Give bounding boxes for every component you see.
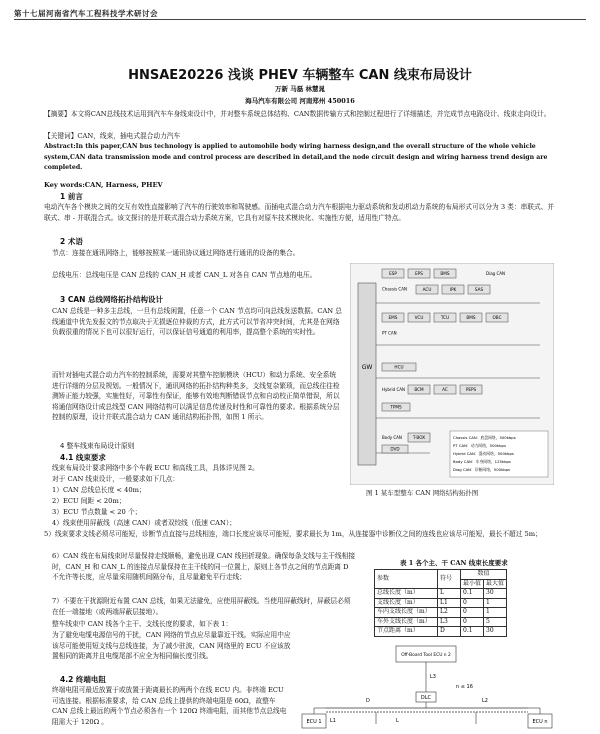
requirement-3: 3）ECU 节点数量 < 20 个； — [52, 508, 142, 516]
ecu-module-label: T-BOX — [412, 435, 426, 440]
section-4-1-paragraph-2: 整车线束中 CAN 线各个主干、支线长度的要求，如下表 1： — [52, 620, 233, 628]
authors: 万新 马磊 林慧晁 — [274, 85, 326, 93]
section-4-2-paragraph: 终端电阻可最近放置于或放置于距离最长的两两个在线 ECU 内。非终端 ECU 可选连接。根据标准要求，给 CAN 总线上提供的终端电阻是 60Ω，故整车 CAN 总线上最远的两个节点必须各有一个 120Ω 终端电阻，而其他节点总线电阻需大于 120Ω 。 — [52, 686, 287, 726]
table-row: 车内支线长度（m） L2 0 1 — [375, 608, 507, 618]
section-3-paragraph-2: 而针对插电式混合动力汽车的控制系统，需要对其整车控制模块（HCU）和动力系统、安全系统进行详细的分层及规划。一般情况下，通讯网络的拓扑结构种类多，支线复杂繁琐，而总线往往检测矫正能力较强，实施性好，可靠性有保证，能够有效地判断错误节点和自动校正简单错误，所以将通信网络设计成总线型 CAN 网络结构可以满足信息传递及时性和可靠性的要求。根据系统分层控制的原理，设计并联式混合动力 CAN 通讯结构拓扑图，如图 1 所示。 — [52, 371, 340, 422]
bus-name-label: Body CAN — [382, 435, 402, 440]
table-header-symbol: 符号 — [438, 570, 461, 589]
table-row: 支线长度（m） L1 0 1 — [375, 598, 507, 608]
ecu-module-label: AC — [442, 387, 448, 392]
node-distance-label: D — [366, 698, 370, 704]
ecu-module-label: HCU — [394, 364, 404, 370]
ecu-1-label: ECU 1 — [306, 719, 322, 725]
bus-name-label: Hybrid CAN — [382, 387, 406, 392]
abstract-en: Abstract:In this paper,CAN bus technology is applied to automobile body wiring harness design,and the overall structure of the whole vehicle system,CAN data transmission mode and control process are described in detail,and the node circuit design and wiring harness trend design are completed. — [44, 143, 548, 171]
ecu-module-label: TCU — [440, 315, 450, 320]
table-header-value: 数值 — [461, 570, 507, 580]
requirement-7: 7）不要在干扰源附近布置 CAN 总线，如果无法避免，应使用屏蔽线。当使用屏蔽线时，屏蔽层必须在任一端接地（或两端屏蔽层接地）。 — [52, 597, 351, 616]
legend-entry: Diag CAN：诊断网络，500kbps — [453, 467, 511, 472]
requirement-6: 6）CAN 线在布局线束时尽量保持走线顺畅，避免出现 CAN 线回折现象。确保每条支线与主干线相接时，CAN_H 和 CAN_L 的连接点尽量保持在主干线的同一位置上，原则上各节点之间的节点距离 D 不允许等长度，应尽量采用随机间隔分布，且尽量避免平行走线； — [52, 552, 356, 582]
legend-entry: PT CAN：动力网络，500kbps — [453, 443, 506, 448]
section-2-paragraph-2: 总线电压：总线电压是 CAN 总线的 CAN_H 或者 CAN_L 对各自 CAN 节点地的电压。 — [52, 271, 317, 279]
section-2-paragraph-1: 节点：连接在通讯网络上，能够按照某一通讯协议通过网络进行通讯的设备的集合。 — [52, 249, 300, 257]
can-length-table — [374, 569, 507, 637]
offboard-tool-label: Off-Board Tool ECU n 2 — [401, 653, 451, 658]
ecu-module-label: DVD — [390, 446, 400, 452]
ecu-module-label: VCU — [414, 315, 424, 320]
requirement-4: 4）线束使用屏蔽线（高速 CAN）或者双绞线（低速 CAN）； — [52, 519, 236, 527]
requirement-2: 2）ECU 间距 < 20m； — [52, 497, 126, 505]
bus-name-label: Chassis CAN — [382, 286, 407, 292]
table-subheader-max: 最大值 — [484, 579, 507, 589]
bus-name-label: PT CAN — [382, 330, 397, 336]
figure-1-caption: 图 1 某车型整车 CAN 网络结构拓扑图 — [366, 489, 479, 497]
abstract-cn: 【摘要】本文将CAN总线技术运用到汽车车身线束设计中，并对整车系统总体结构、CAN数据传输方式和控制过程进行了详细描述，并完成节点电路设计、线束走向设计。 — [44, 110, 551, 118]
table-1-caption: 表 1 各个主、干 CAN 线束长度要求 — [400, 559, 508, 567]
ecu-module-label: EMS — [388, 315, 398, 320]
section-4-2-title: 4.2 终端电阻 — [60, 675, 106, 684]
paper-title: HNSAE20226 浅谈 PHEV 车辆整车 CAN 线束布局设计 — [128, 68, 472, 83]
ecu-module-label: TPMS — [390, 404, 402, 410]
ecu-module-label: ACU — [422, 287, 432, 292]
l3-label: L3 — [430, 674, 436, 680]
legend-entry: Chassis CAN：底盘网络，500kbps — [453, 435, 516, 440]
section-1-title: 1 前言 — [60, 192, 83, 201]
section-1-paragraph: 电动汽车各个模块之间的交互有效性直接影响了汽车的行驶效率和驾驶感。而插电式混合动力汽车根据电力驱动系统和发动机动力系统的布局形式可以分为 3 类：串联式、并联式、串 - 并联混合式。该文探讨的是并联式混合动力系统方案，它具有对原车技术模块化、实施性方便，适用性广特点。 — [44, 203, 555, 222]
ecu-n-label: ECU n — [532, 719, 548, 725]
ecu-module-label: BMS — [466, 315, 476, 320]
gateway-label: GW — [361, 364, 373, 371]
can-harness-diagram — [296, 644, 558, 730]
section-4-1-intro: 对于 CAN 线束设计，一般要求如下几点： — [52, 475, 180, 483]
journal-header: 第十七届河南省汽车工程科技学术研讨会 — [14, 9, 158, 18]
requirement-5: 5）线束要求支线必须尽可能短，诊断节点直接与总线相连，端口长度应该尽可能短，要求最长为 1m，从连接器中诊断仪之间的连线也应该尽可能短，最长不超过 5m； — [44, 530, 542, 538]
requirement-1: 1）CAN 总线总长度 < 40m； — [52, 486, 146, 494]
table-subheader-min: 最小值 — [461, 579, 484, 589]
can-topology-figure — [350, 263, 554, 485]
bus-length-label: L — [396, 718, 399, 724]
keywords-en: Key words:CAN, Harness, PHEV — [44, 181, 163, 189]
ecu-module-label: OBC — [492, 315, 502, 320]
section-3-paragraph-1: CAN 总线是一种多主总线，一旦有总线闲置，任意一个 CAN 节点均可向总线发送数据。CAN 总线通道中优先发报文的节点取决于无损逐位仲裁的方式，此方式可以节省冲突时间，尤其是在网络负载很重的情况下也可以很好运行，可以保证信号通道的利用率，提高整个系统的实时性。 — [52, 307, 342, 337]
section-4-title: 4 整车线束布局设计原则 — [60, 442, 135, 450]
ecu-module-label: BCM — [414, 387, 424, 392]
dlc-label: DLC — [420, 695, 432, 701]
l2-label: L2 — [482, 698, 488, 704]
table-row: 总线长度（m） L 0.1 30 — [375, 589, 507, 599]
section-4-1-paragraph: 线束布局设计要求网络中多个车载 ECU 和高线工具，具体详见图 2。 — [52, 464, 259, 472]
section-2-title: 2 术语 — [60, 237, 83, 246]
legend-entry: Body CAN：车身网络，125kbps — [453, 459, 511, 464]
ecu-module-label: EPS — [415, 271, 423, 276]
table-header-param: 参数 — [375, 570, 438, 589]
n16-label: n ≤ 16 — [456, 684, 473, 690]
bus-name-label: Diag CAN — [486, 271, 505, 276]
section-4-1-paragraph-3: 为了避免电缆电源信号的干扰，CAN 网络的节点应尽量靠近干线。实际应用中应该尽可能使用短支线与总线连接，为了减少驻波，CAN 网络里的 ECU 不应该放置相同的距离并且电缆尾部不应全为相同偏长度引线。 — [52, 631, 291, 661]
affiliation: 海马汽车有限公司 河南郑州 450016 — [245, 97, 355, 105]
keywords-cn: 【关键词】CAN，线束，插电式混合动力汽车 — [44, 132, 181, 140]
section-4-1-title: 4.1 线束要求 — [60, 453, 106, 462]
table-row: 节点距离（m） D 0.1 30 — [375, 627, 507, 637]
section-3-title: 3 CAN 总线网络拓扑结构设计 — [60, 295, 164, 304]
header-rule — [14, 19, 586, 20]
ecu-module-label: IPK — [449, 287, 457, 292]
ecu-module-label: SAS — [474, 287, 484, 292]
ecu-module-label: PEPS — [465, 387, 477, 392]
l1-label: L1 — [330, 718, 336, 724]
table-row: 车外支线长度（m） L3 0 5 — [375, 617, 507, 627]
legend-entry: Hybrid CAN：混动网络，500kbps — [453, 451, 514, 456]
gateway-block — [358, 283, 376, 465]
ecu-module-label: BMS — [440, 271, 450, 276]
ecu-module-label: ESP — [389, 271, 397, 276]
